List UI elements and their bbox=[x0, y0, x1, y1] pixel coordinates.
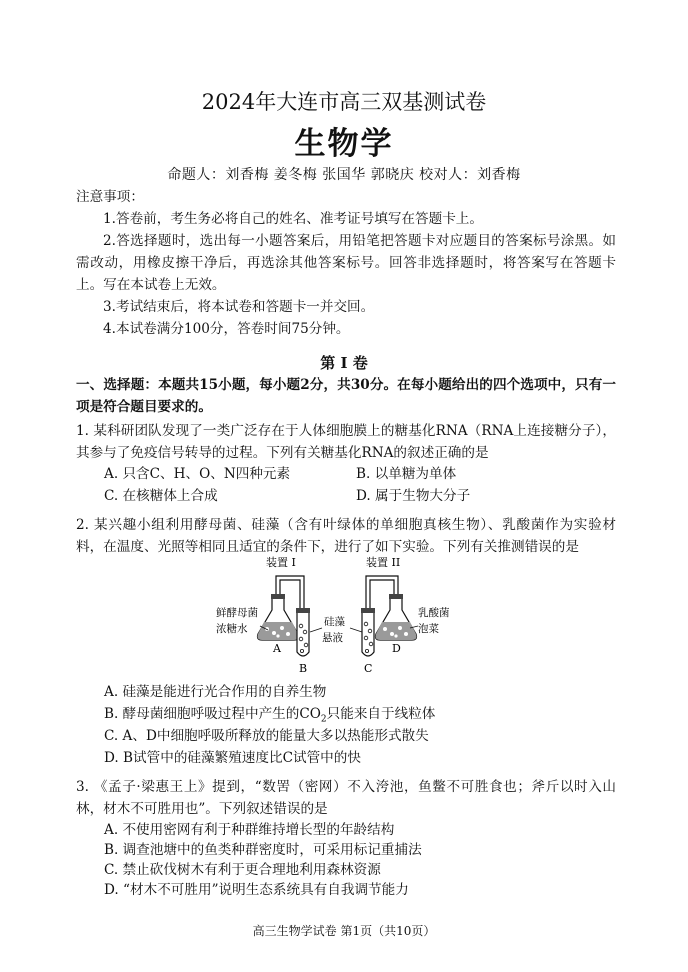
notice-item-3: 3.考试结束后，将本试卷和答题卡一并交回。 bbox=[103, 299, 375, 315]
question-1-stem: 1. 某科研团队发现了一类广泛存在于人体细胞膜上的糖基化RNA（RNA上连接糖分子），其参与了免疫信号转导的过程。下列有关糖基化RNA的叙述正确的是 bbox=[76, 423, 616, 461]
question-1-option-d: D. 属于生物大分子 bbox=[356, 488, 471, 504]
label-d: D bbox=[392, 642, 401, 655]
question-2-option-d: D. B试管中的硅藻繁殖速度比C试管中的快 bbox=[104, 750, 361, 766]
label-algae-1: 硅藻 bbox=[324, 616, 345, 628]
device-2-label: 装置 II bbox=[366, 556, 401, 569]
question-2-option-b bbox=[104, 702, 435, 725]
label-algae-2: 悬液 bbox=[322, 632, 343, 644]
label-b: B bbox=[299, 662, 308, 675]
notice-item-2: 2.答选择题时，选出每一小题答案后，用铅笔把答题卡对应题目的答案标号涂黑。如需改动，用橡皮擦干净后，再选涂其他答案标号。回答非选择题时，将答案写在答题卡上。写在本试卷上无效。 bbox=[76, 233, 616, 293]
notice-heading: 注意事项： bbox=[76, 189, 144, 205]
label-a: A bbox=[273, 642, 281, 655]
device-1-label: 装置 I bbox=[266, 556, 296, 569]
question-3-option-b: B. 调查池塘中的鱼类种群密度时，可采用标记重捕法 bbox=[104, 842, 422, 858]
question-2-stem: 2. 某兴趣小组利用酵母菌、硅藻（含有叶绿体的单细胞真核生物）、乳酸菌作为实验材料，在温度、光照等相同且适宜的条件下，进行了如下实验。下列有关推测错误的是 bbox=[76, 517, 616, 555]
subject-title: 生物学 bbox=[294, 126, 394, 162]
question-1-option-b: B. 以单糖为单体 bbox=[356, 466, 457, 482]
question-3-stem: 3. 《孟子·梁惠王上》提到，“数罟（密网）不入洿池，鱼鳖不可胜食也；斧斤以时入山林，材木不可胜用也”。下列叙述错误的是 bbox=[76, 779, 616, 817]
label-lactic-2: 泡菜 bbox=[418, 623, 439, 635]
label-yeast: 鲜酵母菌 bbox=[216, 607, 258, 619]
question-2-option-b-pre: B. 酵母菌细胞呼吸过程中产生的CO bbox=[104, 706, 321, 722]
question-1-option-c: C. 在核糖体上合成 bbox=[104, 488, 218, 504]
section-instruction: 一、选择题：本题共15小题，每小题2分，共30分。在每小题给出的四个选项中，只有一项是符合题目要求的。 bbox=[76, 377, 616, 415]
authors-line: 命题人：刘香梅 姜冬梅 张国华 郭晓庆 校对人：刘香梅 bbox=[167, 167, 521, 183]
question-3-option-c: C. 禁止砍伐树木有利于更合理地利用森林资源 bbox=[104, 862, 381, 878]
experiment-diagram bbox=[216, 556, 450, 678]
label-sugar: 浓糖水 bbox=[216, 623, 248, 635]
question-2-option-b-sub: 2 bbox=[320, 714, 327, 725]
notice-item-4: 4.本试卷满分100分，答卷时间75分钟。 bbox=[103, 321, 350, 337]
question-2-option-c: C. A、D中细胞呼吸所释放的能量大多以热能形式散失 bbox=[104, 728, 429, 744]
question-3-option-a: A. 不使用密网有利于种群维持增长型的年龄结构 bbox=[104, 822, 395, 838]
label-c: C bbox=[364, 662, 373, 675]
section-title: 第 I 卷 bbox=[320, 354, 368, 372]
question-2-option-a: A. 硅藻是能进行光合作用的自养生物 bbox=[104, 684, 327, 700]
question-2-option-b-post: 只能来自于线粒体 bbox=[326, 706, 436, 722]
exam-title: 2024年大连市高三双基测试卷 bbox=[201, 90, 487, 114]
notice-item-1: 1.答卷前，考生务必将自己的姓名、准考证号填写在答题卡上。 bbox=[103, 211, 483, 227]
question-1-option-a: A. 只含C、H、O、N四种元素 bbox=[104, 466, 291, 482]
label-lactic-1: 乳酸菌 bbox=[418, 607, 450, 619]
page-footer: 高三生物学试卷 第1页（共10页） bbox=[252, 924, 436, 938]
question-3-option-d: D. “材木不可胜用”说明生态系统具有自我调节能力 bbox=[104, 882, 409, 898]
